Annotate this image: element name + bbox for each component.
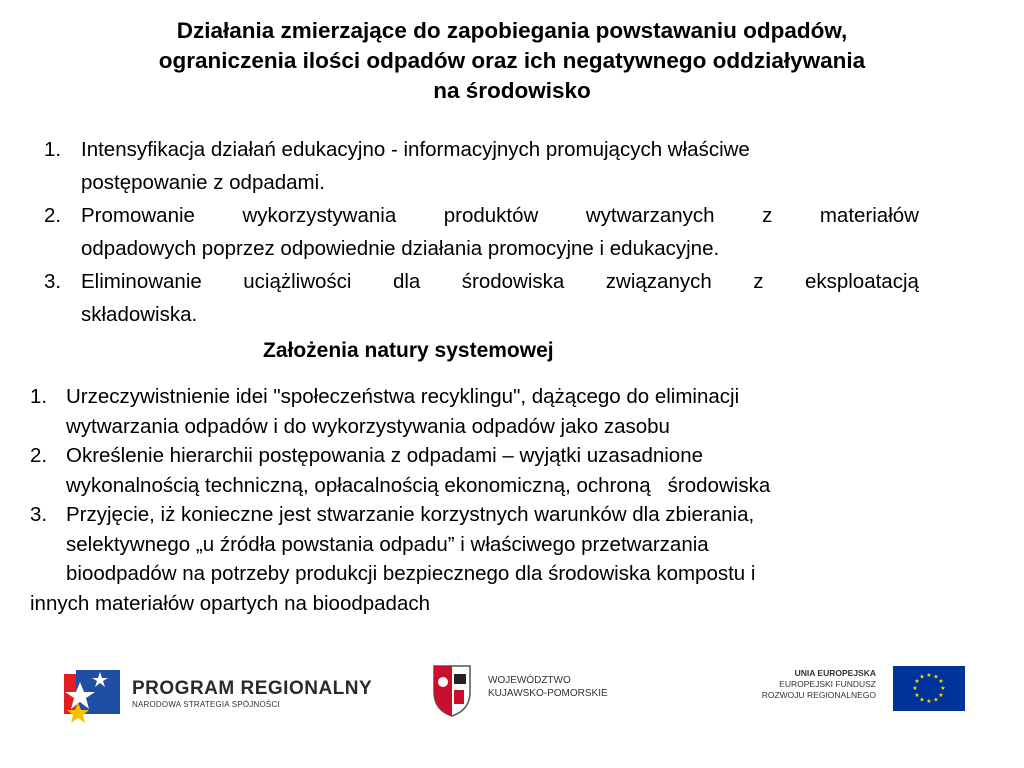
- list-item: [30, 382, 990, 441]
- svg-text:★: ★: [919, 696, 925, 704]
- list-item-text: Eliminowanie uciążliwości dla środowiska związanych z eksploatacją: [81, 270, 919, 293]
- list-item-text: składowiska.: [81, 303, 198, 326]
- svg-text:★: ★: [914, 692, 920, 699]
- crest-icon: [430, 662, 474, 718]
- eu-fund-line: EUROPEJSKI FUNDUSZ: [779, 679, 876, 689]
- program-name: PROGRAM REGIONALNY: [132, 678, 373, 699]
- svg-text:★: ★: [914, 678, 920, 685]
- list-item-text: wykonalnością techniczną, opłacalnością ekonomiczną, ochroną środowiska: [66, 473, 771, 497]
- svg-text:★: ★: [926, 698, 932, 705]
- list-item-number: 3.: [30, 503, 48, 526]
- kujawsko-pomorskie-logo: [430, 660, 660, 720]
- list-item-number: 1.: [44, 138, 62, 161]
- svg-text:★: ★: [933, 673, 939, 681]
- program-regionalny-emblem-icon: [30, 630, 130, 750]
- sponsor-logo-bar: [30, 630, 990, 750]
- svg-text:★: ★: [912, 685, 918, 692]
- title-line: ograniczenia ilości odpadów oraz ich negatywnego oddziaływania: [158, 48, 866, 73]
- list-item-text: Przyjęcie, iż konieczne jest stwarzanie korzystnych warunków dla zbierania,: [66, 503, 755, 526]
- list-item: [44, 133, 919, 199]
- assumptions-list: [30, 382, 990, 618]
- svg-text:★: ★: [938, 678, 944, 685]
- list-item: [44, 199, 919, 265]
- title-line: na środowisko: [433, 78, 591, 103]
- svg-text:★: ★: [938, 692, 944, 699]
- svg-text:★: ★: [933, 696, 939, 704]
- page-title: [40, 16, 984, 106]
- list-item-text: Promowanie wykorzystywania produktów wytwarzanych z materiałów: [81, 204, 919, 227]
- list-item-number: 2.: [44, 204, 62, 227]
- eu-fund-text: [755, 668, 876, 701]
- program-regionalny-logo: [30, 630, 403, 750]
- region-name-line: KUJAWSKO-POMORSKIE: [488, 688, 608, 699]
- eu-fund-line: ROZWOJU REGIONALNEGO: [761, 690, 876, 700]
- list-item-text: odpadowych poprzez odpowiednie działania promocyjne i edukacyjne.: [81, 237, 720, 260]
- list-item: [30, 441, 990, 500]
- list-item-text: selektywnego „u źródła powstania odpadu” i właściwego przetwarzania: [66, 532, 709, 556]
- program-subtitle: NARODOWA STRATEGIA SPÓJNOŚCI: [132, 700, 280, 709]
- list-item-text: innych materiałów opartych na bioodpadach: [30, 591, 431, 615]
- list-item-number: 1.: [30, 385, 48, 408]
- svg-text:★: ★: [940, 685, 946, 692]
- title-line: Działania zmierzające do zapobiegania powstawaniu odpadów,: [176, 18, 848, 43]
- svg-text:★: ★: [926, 672, 932, 679]
- list-item-text: Określenie hierarchii postępowania z odpadami – wyjątki uzasadnione: [66, 444, 704, 467]
- section-subtitle: Założenia natury systemowej: [263, 339, 554, 362]
- list-item: [44, 265, 919, 331]
- eu-fund-line: UNIA EUROPEJSKA: [794, 668, 876, 678]
- list-item-text: Intensyfikacja działań edukacyjno - informacyjnych promujących właściwe: [81, 138, 750, 161]
- eu-logo: [755, 666, 990, 714]
- list-item-text: postępowanie z odpadami.: [81, 171, 325, 194]
- list-item-text: Urzeczywistnienie idei "społeczeństwa recyklingu", dążącego do eliminacji: [66, 385, 740, 408]
- region-name: [488, 674, 608, 700]
- eu-flag-icon: [893, 666, 965, 711]
- actions-list: [44, 133, 919, 331]
- list-item-number: 3.: [44, 270, 62, 293]
- region-name-line: WOJEWÓDZTWO: [488, 675, 571, 686]
- list-item-number: 2.: [30, 444, 48, 467]
- list-item-text: bioodpadów na potrzeby produkcji bezpiecznego dla środowiska kompostu i: [66, 562, 756, 585]
- list-item-text: wytwarzania odpadów i do wykorzystywania odpadów jako zasobu: [66, 414, 670, 438]
- svg-text:★: ★: [919, 673, 925, 681]
- list-item: [30, 500, 990, 618]
